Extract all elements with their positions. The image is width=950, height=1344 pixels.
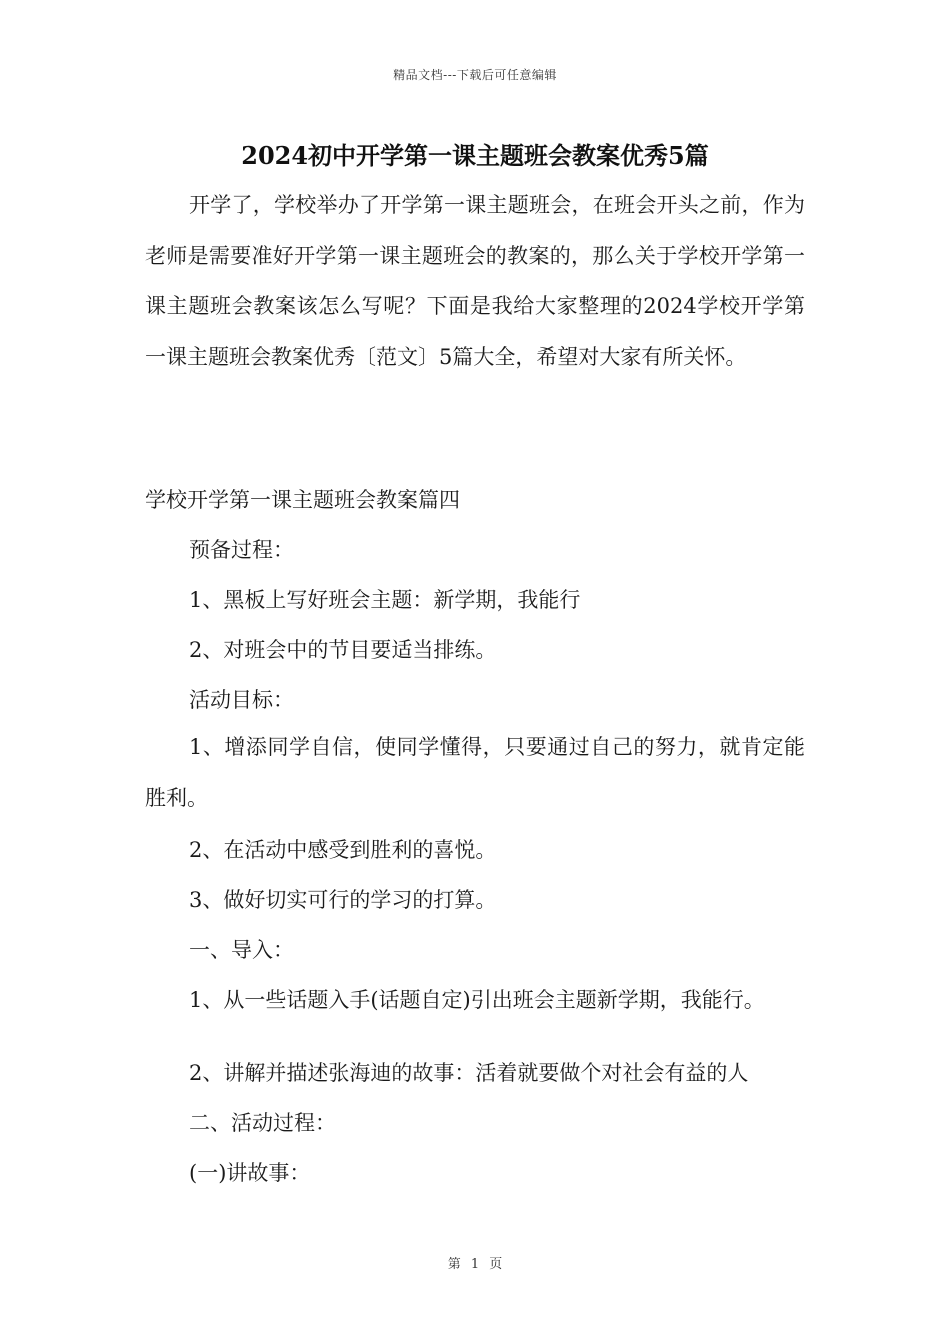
prep-item: 1、黑板上写好班会主题：新学期，我能行	[189, 588, 581, 612]
goal-item: 1、增添同学自信，使同学懂得，只要通过自己的努力，就肯定能胜利。	[145, 735, 805, 810]
part1-item: 2、讲解并描述张海迪的故事：活着就要做个对社会有益的人	[189, 1061, 749, 1085]
intro-paragraph: 开学了，学校举办了开学第一课主题班会，在班会开头之前，作为老师是需要准好开学第一课主题班会的教案的，那么关于学校开学第一课主题班会教案该怎么写呢？下面是我给大家整理的2024学校开学第一课主题班会教案优秀〔范文〕5篇大全，希望对大家有所关怀。	[145, 193, 805, 369]
part1-item: 1、从一些话题入手(话题自定)引出班会主题新学期，我能行。	[189, 988, 765, 1012]
part2-heading: 二、活动过程：	[189, 1111, 336, 1135]
prep-heading: 预备过程：	[189, 538, 294, 562]
part2-sub-heading: (一)讲故事：	[189, 1161, 311, 1185]
footer-prefix: 第	[447, 1257, 461, 1272]
footer-suffix: 页	[489, 1257, 503, 1272]
goal-heading: 活动目标：	[189, 688, 294, 712]
prep-item: 2、对班会中的节目要适当排练。	[189, 638, 497, 662]
page-footer	[0, 1253, 950, 1272]
section-heading: 学校开学第一课主题班会教案篇四	[145, 488, 460, 512]
goal-item: 3、做好切实可行的学习的打算。	[189, 888, 497, 912]
part1-heading: 一、导入：	[189, 938, 294, 962]
document-title: 2024初中开学第一课主题班会教案优秀5篇	[241, 141, 709, 170]
page-number: 1	[470, 1257, 480, 1272]
page-header: 精品文档---下载后可任意编辑	[393, 68, 557, 82]
goal-item: 2、在活动中感受到胜利的喜悦。	[189, 838, 497, 862]
